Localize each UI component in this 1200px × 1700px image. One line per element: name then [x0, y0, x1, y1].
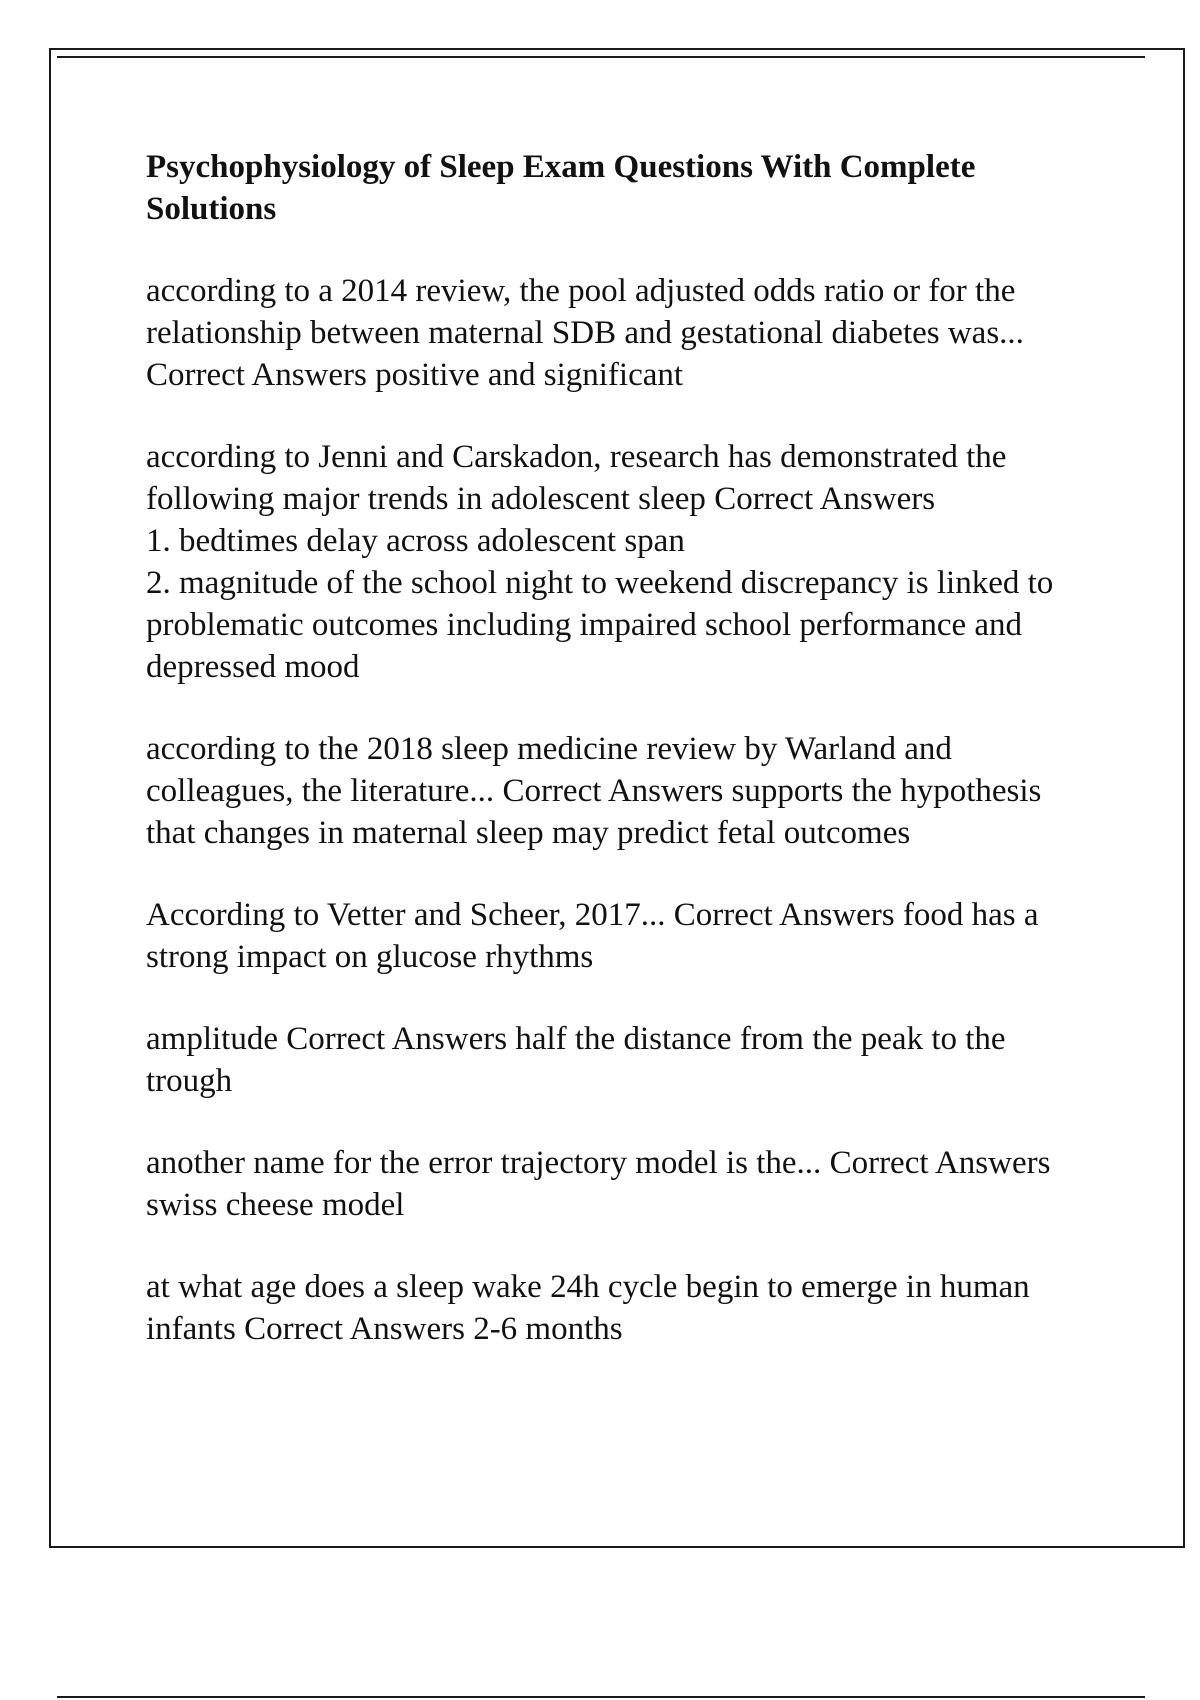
bottom-rule	[57, 1696, 1145, 1698]
question-text: at what age does a sleep wake 24h cycle begin to emerge in human infants	[146, 1269, 1030, 1347]
qa-entry	[146, 894, 1086, 978]
qa-entry	[146, 1142, 1086, 1226]
qa-entry	[146, 728, 1086, 854]
qa-entry	[146, 1266, 1086, 1350]
answer-text: Correct Answers	[714, 481, 936, 517]
document-title: Psychophysiology of Sleep Exam Questions With Complete Solutions	[146, 149, 976, 227]
answer-list-item: 1. bedtimes delay across adolescent span	[146, 523, 685, 559]
question-text: according to Jenni and Carskadon, research has demonstrated the following major trends in adolescent sleep	[146, 439, 1007, 517]
question-text: another name for the error trajectory model is the...	[146, 1145, 822, 1181]
answer-text: Correct Answers positive and significant	[146, 357, 684, 393]
answer-text: Correct Answers half the distance from the peak to the trough	[146, 1021, 1006, 1099]
answer-text: Correct Answers 2-6 months	[244, 1311, 623, 1347]
question-text: according to the 2018 sleep medicine review by Warland and colleagues, the literature...	[146, 731, 952, 809]
answer-text: Correct Answers swiss cheese model	[146, 1145, 1051, 1223]
qa-entry	[146, 436, 1086, 688]
question-text: amplitude	[146, 1021, 278, 1057]
qa-entry	[146, 270, 1086, 396]
document-body	[146, 146, 1086, 1390]
answer-text: Correct Answers supports the hypothesis that changes in maternal sleep may predict fetal outcomes	[146, 773, 1042, 851]
question-text: According to Vetter and Scheer, 2017...	[146, 897, 666, 933]
answer-list-item: 2. magnitude of the school night to weekend discrepancy is linked to problematic outcomes including impaired school performance and depressed mood	[146, 565, 1054, 685]
qa-entry	[146, 1018, 1086, 1102]
answer-text: Correct Answers food has a strong impact on glucose rhythms	[146, 897, 1039, 975]
question-text: according to a 2014 review, the pool adjusted odds ratio or for the relationship between maternal SDB and gestational diabetes was...	[146, 273, 1024, 351]
